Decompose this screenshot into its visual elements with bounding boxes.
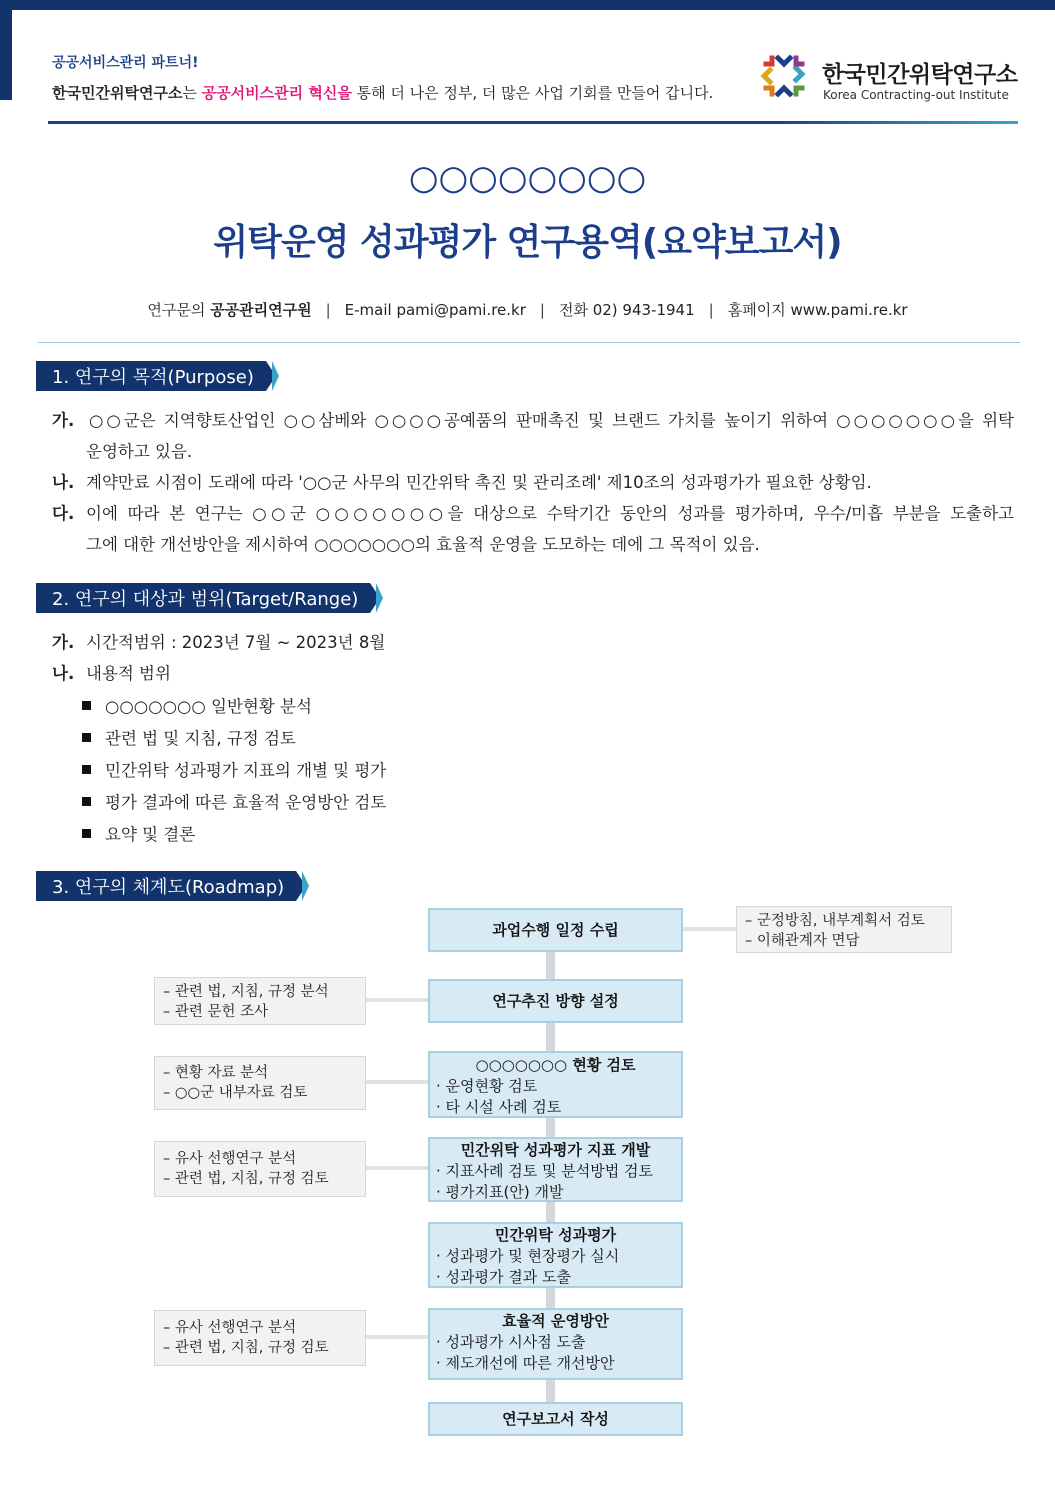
purpose-item-text: 이에 따라 본 연구는 ○○군 ○○○○○○○을 대상으로 수탁기간 동안의 성과를 평가하며, 우수/미흡 부분을 도출하고 <box>86 504 1014 523</box>
connector-left-4 <box>365 1335 430 1339</box>
connector-left-3 <box>365 1166 430 1170</box>
list-item-text: 평가 결과에 따른 효율적 운영방안 검토 <box>105 793 387 812</box>
document-title: 위탁운영 성과평가 연구용역(요약보고서) <box>213 222 842 263</box>
section2-heading <box>36 583 383 613</box>
section1-body <box>52 405 1014 560</box>
side-note-item: – 현황 자료 분석 <box>163 1065 269 1081</box>
roadmap-step-1 <box>428 908 683 952</box>
section2-body <box>52 627 1014 689</box>
roadmap-step-title: 효율적 운영방안 <box>502 1312 609 1330</box>
range-item-text: 내용적 범위 <box>86 664 171 683</box>
roadmap-step-5 <box>428 1222 683 1288</box>
section3-heading-label: 3. 연구의 체계도(Roadmap) <box>36 871 296 901</box>
header-tagline: 공공서비스관리 파트너! <box>52 55 199 71</box>
section2-heading-label: 2. 연구의 대상과 범위(Target/Range) <box>36 583 370 613</box>
roadmap-step-item: · 제도개선에 따른 개선방안 <box>436 1354 615 1372</box>
connector-right-1 <box>683 927 738 931</box>
purpose-item-text: ○○군은 지역향토산업인 ○○삼베와 ○○○○공예품의 판매촉진 및 브랜드 가치를 높이기 위하여 ○○○○○○○을 위탁 <box>86 411 1014 430</box>
purpose-item-text: 계약만료 시점이 도래에 따라 '○○군 사무의 민간위탁 촉진 및 관리조례' 제10조의 성과평가가 필요한 상황임. <box>86 473 872 492</box>
range-item-na <box>52 658 1014 689</box>
document-code: ○○○○○○○○ <box>408 158 647 198</box>
purpose-item-na <box>52 467 1014 498</box>
contact-line: 연구문의 공공관리연구원 | E-mail pami@pami.re.kr | 전화 02) 943-1941 | 홈페이지 www.pami.re.kr <box>147 301 908 319</box>
roadmap-step-item: · 운영현황 검토 <box>436 1077 538 1095</box>
list-item-text: 관련 법 및 지침, 규정 검토 <box>105 729 296 748</box>
contact-phone: 전화 02) 943-1941 <box>558 301 695 319</box>
square-bullet-icon <box>82 765 91 774</box>
section1-heading-label: 1. 연구의 목적(Purpose) <box>36 361 266 391</box>
roadmap-step-title: 연구보고서 작성 <box>502 1410 609 1428</box>
top-bar <box>0 0 1055 10</box>
square-bullet-icon <box>82 701 91 710</box>
roadmap-step-2 <box>428 979 683 1023</box>
list-item-text: 민간위탁 성과평가 지표의 개별 및 평가 <box>105 761 387 780</box>
header-divider <box>48 121 1018 124</box>
roadmap-step-item: · 성과평가 시사점 도출 <box>436 1333 586 1351</box>
list-item <box>82 755 386 787</box>
logo-name: 한국민간위탁연구소 <box>822 62 1018 88</box>
square-bullet-icon <box>82 829 91 838</box>
content-range-list <box>82 691 386 851</box>
purpose-item-marker: 가. <box>52 411 75 430</box>
roadmap-step-title: 과업수행 일정 수립 <box>492 921 619 939</box>
roadmap-step-item: · 성과평가 및 현장평가 실시 <box>436 1247 620 1265</box>
range-item-ga <box>52 627 1014 658</box>
header-slogan <box>52 82 713 103</box>
side-note-item: – 이해관계자 면담 <box>745 933 860 949</box>
list-item <box>82 787 386 819</box>
slogan-org: 한국민간위탁연구소 <box>52 84 183 102</box>
roadmap-step-item: · 평가지표(안) 개발 <box>436 1183 564 1201</box>
slogan-rest: 통해 더 나은 정부, 더 많은 사업 기회를 만들어 갑니다. <box>351 84 714 102</box>
side-note-item: – 유사 선행연구 분석 <box>163 1320 297 1336</box>
side-note-item: – 관련 법, 지침, 규정 검토 <box>163 1340 329 1356</box>
purpose-item-text-cont: 그에 대한 개선방안을 제시하여 ○○○○○○○의 효율적 운영을 도모하는 데에 그 목적이 있음. <box>86 535 760 554</box>
list-item <box>82 723 386 755</box>
roadmap-step-4 <box>428 1137 683 1202</box>
square-bullet-icon <box>82 797 91 806</box>
side-note-item: – 관련 법, 지침, 규정 분석 <box>163 984 329 1000</box>
list-item <box>82 819 386 851</box>
institute-logo-icon <box>758 50 810 102</box>
roadmap-step-title: 민간위탁 성과평가 지표 개발 <box>460 1141 651 1159</box>
roadmap-step-7 <box>428 1402 683 1436</box>
range-item-marker: 가. <box>52 633 75 652</box>
purpose-item-text-cont: 운영하고 있음. <box>86 442 193 461</box>
range-item-marker: 나. <box>52 664 75 683</box>
side-note-item: – ○○군 내부자료 검토 <box>163 1085 308 1101</box>
purpose-item-marker: 나. <box>52 473 75 492</box>
contact-divider <box>38 342 1020 343</box>
side-note-item: – 관련 법, 지침, 규정 검토 <box>163 1171 329 1187</box>
roadmap-step-6 <box>428 1308 683 1380</box>
slogan-particle: 는 <box>182 84 202 102</box>
roadmap-side-note-left-2 <box>154 1056 366 1110</box>
list-item-text: ○○○○○○○ 일반현황 분석 <box>105 697 312 716</box>
side-note-item: – 관련 문헌 조사 <box>163 1004 269 1020</box>
left-accent-bar <box>0 0 12 100</box>
purpose-item-da <box>52 498 1014 560</box>
side-note-item: – 군정방침, 내부계획서 검토 <box>745 913 925 929</box>
side-note-item: – 유사 선행연구 분석 <box>163 1151 297 1167</box>
roadmap-step-title: 민간위탁 성과평가 <box>494 1226 617 1244</box>
roadmap-side-note-left-1 <box>154 977 366 1025</box>
roadmap-side-note-left-4 <box>154 1310 366 1366</box>
roadmap-step-item: · 타 시설 사례 검토 <box>436 1098 562 1116</box>
contact-email[interactable]: E-mail pami@pami.re.kr <box>344 301 526 319</box>
roadmap-step-title: 연구추진 방향 설정 <box>492 992 619 1010</box>
list-item-text: 요약 및 결론 <box>105 825 196 844</box>
connector-left-2 <box>365 1080 430 1084</box>
connector-left-1 <box>365 998 430 1002</box>
range-item-text: 시간적범위 : 2023년 7월 ~ 2023년 8월 <box>86 633 386 652</box>
roadmap-side-note-right <box>736 906 952 953</box>
slogan-highlight: 공공서비스관리 혁신을 <box>201 84 352 102</box>
inquiry-label: 연구문의 <box>147 301 206 319</box>
roadmap-step-item: · 성과평가 결과 도출 <box>436 1268 571 1286</box>
logo-english-name: Korea Contracting-out Institute <box>823 88 1009 102</box>
section3-heading <box>36 871 309 901</box>
contact-homepage[interactable]: 홈페이지 www.pami.re.kr <box>727 301 908 319</box>
list-item <box>82 691 386 723</box>
purpose-item-marker: 다. <box>52 504 75 523</box>
roadmap-step-3 <box>428 1051 683 1118</box>
roadmap-step-item: · 지표사례 검토 및 분석방법 검토 <box>436 1162 653 1180</box>
square-bullet-icon <box>82 733 91 742</box>
roadmap-step-title: ○○○○○○○ 현황 검토 <box>475 1056 636 1074</box>
roadmap-side-note-left-3 <box>154 1141 366 1197</box>
purpose-item-ga <box>52 405 1014 467</box>
inquiry-org: 공공관리연구원 <box>210 301 312 319</box>
section1-heading <box>36 361 279 391</box>
